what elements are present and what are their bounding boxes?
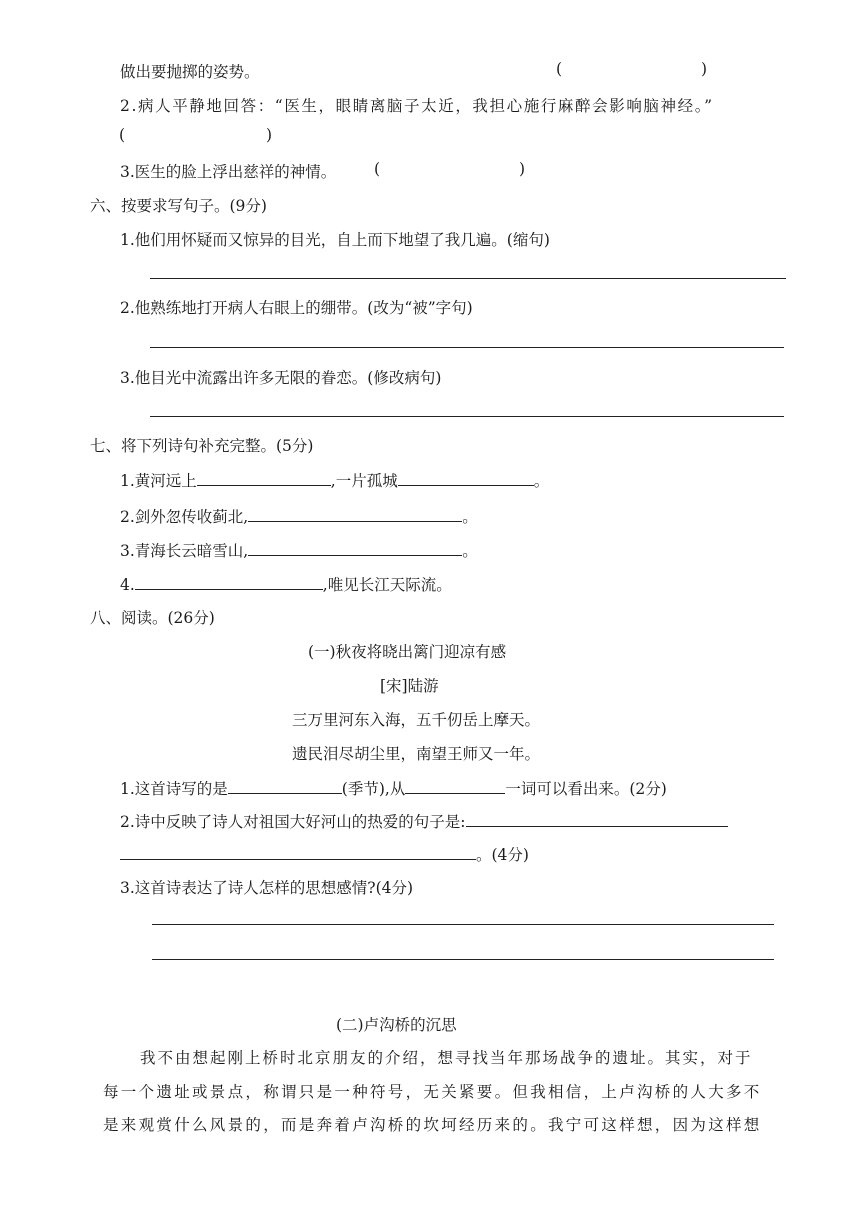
passage-line-3: 是来观赏什么风景的，而是奔着卢沟桥的坎坷经历来的。我宁可这样想，因为这样想 <box>103 1116 762 1134</box>
q5-item-3-paren-open: ( <box>374 160 381 178</box>
q7-2-suffix: 。 <box>462 508 478 526</box>
q5-item-1-text: 做出要抛掷的姿势。 <box>120 63 260 81</box>
q7-2-row <box>120 504 478 527</box>
q7-1-prefix: 1.黄河远上 <box>120 472 197 490</box>
section-7-heading: 七、将下列诗句补充完整。(5分) <box>90 437 314 455</box>
q8-2-prefix: 2.诗中反映了诗人对祖国大好河山的热爱的句子是: <box>120 813 466 831</box>
q8-2-row-cont <box>120 842 529 865</box>
q7-2-blank[interactable] <box>248 504 462 522</box>
section-6-heading: 六、按要求写句子。(9分) <box>90 197 267 215</box>
q5-item-2-paren-close: ) <box>266 126 273 144</box>
q6-1-prompt: 1.他们用怀疑而又惊异的目光，自上而下地望了我几遍。(缩句) <box>120 231 550 249</box>
poem-title: (一)秋夜将晓出篱门迎凉有感 <box>308 643 507 661</box>
poem-line-1: 三万里河东入海，五千仞岳上摩天。 <box>292 711 541 729</box>
q8-1-suffix: 一词可以看出来。(2分) <box>505 780 667 798</box>
passage-line-1: 我不由想起刚上桥时北京朋友的介绍，想寻找当年那场战争的遗址。其实，对于 <box>140 1049 753 1067</box>
q7-4-blank[interactable] <box>135 572 323 590</box>
q7-1-blank-1[interactable] <box>197 468 331 486</box>
q6-3-answer-line[interactable] <box>150 416 784 417</box>
poem-author: [宋]陆游 <box>380 677 439 695</box>
q8-2-blank-2[interactable] <box>120 842 476 860</box>
q8-3-answer-line-2[interactable] <box>152 959 774 960</box>
section-8-heading: 八、阅读。(26分) <box>90 609 215 627</box>
q5-item-1-paren-open: ( <box>556 60 563 78</box>
q5-item-2-paren-open: ( <box>119 126 126 144</box>
q8-1-prefix: 1.这首诗写的是 <box>120 780 228 798</box>
q8-2-blank-1[interactable] <box>466 809 728 827</box>
q7-1-blank-2[interactable] <box>398 468 534 486</box>
q7-4-row <box>120 572 452 595</box>
q5-item-2-text: 2.病人平静地回答：“医生，眼睛离脑子太近，我担心施行麻醉会影响脑神经。” <box>120 97 714 115</box>
poem-line-2: 遗民泪尽胡尘里，南望王师又一年。 <box>292 745 541 763</box>
passage-title: (二)卢沟桥的沉思 <box>336 1016 457 1034</box>
q7-2-prefix: 2.剑外忽传收蓟北, <box>120 508 249 526</box>
q8-1-blank-season[interactable] <box>228 776 342 794</box>
q5-item-3-text: 3.医生的脸上浮出慈祥的神情。 <box>120 163 337 181</box>
q7-1-middle: ,一片孤城 <box>330 472 398 490</box>
q8-2-row <box>120 809 728 832</box>
q8-1-blank-word[interactable] <box>405 776 505 794</box>
q8-3-answer-line-1[interactable] <box>152 924 774 925</box>
passage-line-2: 每一个遗址或景点，称谓只是一种符号，无关紧要。但我相信，上卢沟桥的人大多不 <box>103 1083 762 1101</box>
q7-1-suffix: 。 <box>533 472 550 490</box>
q7-4-prefix: 4. <box>120 576 135 594</box>
q7-4-suffix: ,唯见长江天际流。 <box>322 576 452 594</box>
q7-3-suffix: 。 <box>462 542 478 560</box>
q7-1-row <box>120 468 549 491</box>
q8-3-prompt: 3.这首诗表达了诗人怎样的思想感情?(4分) <box>120 879 414 897</box>
q8-2-suffix: 。(4分) <box>476 846 529 864</box>
q6-2-prompt: 2.他熟练地打开病人右眼上的绷带。(改为“被”字句) <box>120 299 473 317</box>
q5-item-3-paren-close: ) <box>519 160 526 178</box>
q8-1-middle: (季节),从 <box>341 780 406 798</box>
q6-2-answer-line[interactable] <box>150 347 784 348</box>
q7-3-row <box>120 538 478 561</box>
q5-item-1-paren-close: ) <box>701 60 708 78</box>
q7-3-prefix: 3.青海长云暗雪山, <box>120 542 249 560</box>
q7-3-blank[interactable] <box>248 538 462 556</box>
q6-1-answer-line[interactable] <box>150 278 786 279</box>
q6-3-prompt: 3.他目光中流露出许多无限的眷恋。(修改病句) <box>120 369 442 387</box>
q8-1-row <box>120 776 667 799</box>
